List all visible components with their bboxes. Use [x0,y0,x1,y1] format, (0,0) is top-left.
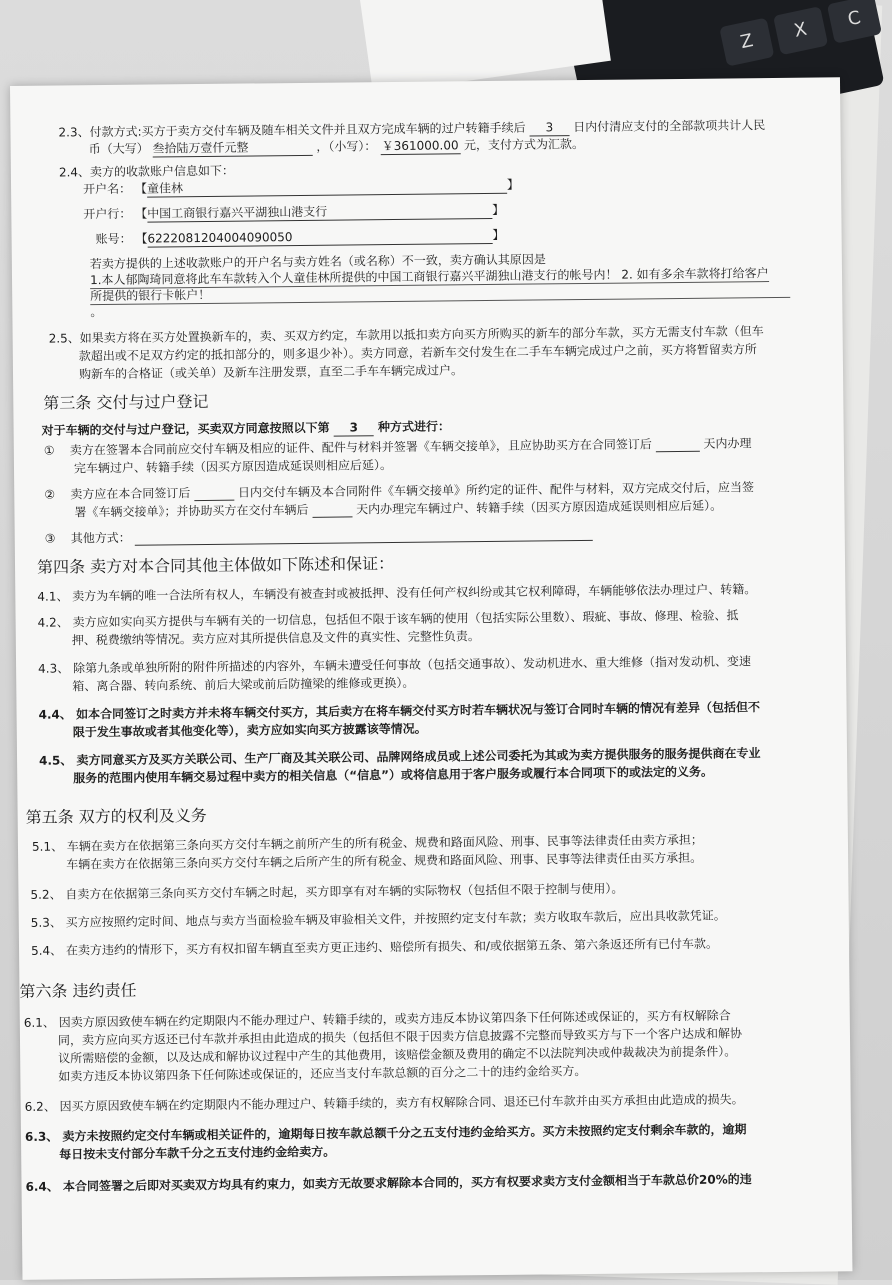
option-3-blank [135,528,593,546]
clause-4-3-line-1: 4.3、 除第九条或单独所附的附件所描述的内容外，车辆未遭受任何事故（包括交通事故）、发动机进水、重大维修（指对发动机、变速 [38,654,752,676]
account-holder-row: 开户名： 【童佳林 】 [83,177,520,197]
option-2-transfer-days-blank [312,504,352,517]
account-number-row: 账号： 【6222081204004090050 】 [95,227,505,247]
delivery-option: 3 [334,420,374,436]
amount-upper: 叁拾陆万壹仟元整 [152,140,312,158]
section-6-title: 第六条 违约责任 [19,980,137,1001]
option-1-line-2: 完车辆过户、转籍手续（因买方原因造成延误则相应后延）。 [73,458,393,476]
clause-6-1-line-4: 如卖方违反本协议第四条下任何陈述或保证的，还应当支付车款总额的百分之二十的违约金给买方。 [58,1064,587,1084]
clause-4-5-line-2: 服务的范围内使用车辆交易过程中卖方的相关信息（“信息”）或将信息用于客户服务或履行本合同项下的或法定的义务。 [73,764,714,786]
clause-5-2: 5.2、 自卖方在依据第三条向买方交付车辆之时起，买方即享有对车辆的实际物权（包括但不限于控制与使用）。 [30,881,624,902]
clause-6-3-line-1: 6.3、 卖方未按照约定交付车辆或相关证件的，逾期每日按车款总额千分之五支付违约金给买方。买方未按照约定支付剩余车款的，逾期 [24,1122,747,1144]
clause-4-5-line-1: 4.5、 卖方同意买方及买方关联公司、生产厂商及其关联公司、品牌网络成员或上述公司委托为其或为卖方提供服务的服务提供商在专业 [38,746,761,768]
clause-4-2-line-2: 押、税费缴纳等情况。卖方应对其所提供信息及文件的真实性、完整性负责。 [71,629,480,648]
section-4-title: 第四条 卖方对本合同其他主体做如下陈述和保证： [36,554,395,577]
clause-2-3-line-1: 2.3、付款方式:买方于卖方交付车辆及随车相关文件并且双方完成车辆的过户转籍手续后 3 日内付清应支付的全部款项共计人民 [58,118,766,140]
clause-6-4: 6.4、 本合同签署之后即对买卖双方均具有约束力，如卖方无故要求解除本合同的，买方有权要求卖方支付金额相当于车款总价20%的违 [25,1172,752,1194]
clause-6-3-line-2: 每日按未支付部分车款千分之五支付违约金给卖方。 [59,1144,336,1162]
clause-2-5-line-1: 2.5、如果卖方将在买方处置换新车的，卖、买双方约定，车款用以抵扣卖方向买方所购买的新车的部分车款，买方无需支付车款（但车 [48,324,764,346]
contract-page [10,77,852,1280]
payment-days: 3 [529,120,569,136]
bank-row: 开户行： 【中国工商银行嘉兴平湖独山港支行 】 [83,202,505,222]
keyboard-key: Z [719,18,774,67]
clause-5-3: 5.3、 买方应按照约定时间、地点与卖方当面检验车辆及审验相关文件，并按照约定支付车款；卖方收取车款后，应出具收款凭证。 [30,908,726,930]
section-3-intro: 对于车辆的交付与过户登记，买卖双方同意按照以下第 3 种方式进行： [41,419,451,438]
clause-number: 2.3、 [58,125,90,140]
account-number-value: 6222081204004090050 [147,228,492,248]
account-note-line-1: 1.本人郁陶琦同意将此车车款转入个人童佳林所提供的中国工商银行嘉兴平湖独山港支行的帐号内！ 2. 如有多余车款将打给客户 [89,266,769,288]
option-2-line-2: 署《车辆交接单》；并协助买方在交付车辆后 天内办理完车辆过户、转籍手续（因买方原因造成延误则相应后延）。 [74,498,723,520]
clause-4-2-line-1: 4.2、 卖方应如实向买方提供与车辆有关的一切信息，包括但不限于该车辆的使用（包括实际公里数）、瑕疵、事故、修理、检验、抵 [37,608,739,630]
clause-2-4-title: 2.4、卖方的收款账户信息如下： [58,163,235,180]
option-1-days-blank [656,439,700,452]
clause-2-5-line-3: 购新车的合格证（或关单）及新车注册发票，直至二手车车辆完成过户。 [78,363,464,382]
keyboard-key: C [827,0,882,44]
amount-lower: ￥361000.00 [380,138,460,155]
account-note-line-3: 。 [90,305,103,320]
option-2-line-1: ② 卖方应在本合同签订后 日内交付车辆及本合同附件《车辆交接单》所约定的证件、配件与材料，双方完成交付后，应当签 [44,480,755,502]
account-holder-value: 童佳林 [147,178,507,198]
clause-5-1-line-1: 5.1、 车辆在卖方在依据第三条向买方交付车辆之前所产生的所有税金、规费和路面风险、刑事、民事等法律责任由卖方承担； [31,832,703,854]
option-1-line-1: ① 卖方在签署本合同前应交付车辆及相应的证件、配件与材料并签署《车辆交接单》，且应协助买方在合同签订后 天内办理 [43,436,752,458]
clause-2-5-line-2: 款超出或不足双方约定的抵扣部分的，则多退少补）。卖方同意，若新车交付发生在二手车车辆完成过户之前，买方将暂留卖方所 [78,342,757,364]
clause-4-4-line-2: 限于发生事故或者其他变化等），卖方应如实向买方披露该等情况。 [72,721,427,740]
keyboard-key: X [773,6,828,55]
bank-value: 中国工商银行嘉兴平湖独山港支行 [147,203,492,223]
section-5-title: 第五条 双方的权利及义务 [25,805,207,827]
clause-2-3-line-2: 币（大写） 叁拾陆万壹仟元整 ，（小写）： ￥361000.00 元，支付方式为汇款。 [88,136,585,157]
section-3-title: 第三条 交付与过户登记 [43,391,209,413]
clause-6-1-line-2: 同，卖方应向买方返还已付车款并承担由此造成的损失（包括但不限于因卖方信息披露不完整而导致买方与下一个客户达成和解协 [57,1026,743,1048]
account-note-title: 若卖方提供的上述收款账户的开户名与卖方姓名（或名称）不一致，卖方确认其原因是 [89,252,546,272]
clause-5-1-line-2: 车辆在卖方在依据第三条向买方交付车辆之后所产生的所有税金、规费和路面风险、刑事、民事等法律责任由买方承担。 [66,850,703,872]
option-3-line: ③ 其他方式： [45,526,593,547]
clause-4-4-line-1: 4.4、 如本合同签订之时卖方并未将车辆交付买方，其后卖方在将车辆交付买方时若车辆状况与签订合同时车辆的情况有差异（包括但不 [38,700,761,722]
clause-4-1: 4.1、 卖方为车辆的唯一合法所有权人，车辆没有被查封或被抵押、没有任何产权纠纷或其它权利障碍，车辆能够依法办理过户、转籍。 [37,582,757,604]
clause-6-1-line-1: 6.1、 因卖方原因致使车辆在约定期限内不能办理过户、转籍手续的，或卖方违反本协议第四条下任何陈述或保证的，买方有权解除合 [23,1008,731,1030]
option-2-days-blank [194,488,234,501]
clause-4-3-line-2: 箱、离合器、转向系统、前后大梁或前后防撞梁的维修或更换）。 [72,675,415,694]
clause-6-1-line-3: 议所需赔偿的金额，以及达成和解协议过程中产生的其他费用，该赔偿金额及费用的确定不以法院判决或仲裁裁决为前提条件）。 [58,1044,737,1066]
account-note-line-2: 所提供的银行卡帐户！ [90,282,790,305]
clause-5-4: 5.4、 在卖方违约的情形下，买方有权扣留车辆直至卖方更正违约、赔偿所有损失、和/或依据第五条、第六条返还所有已付车款。 [30,936,719,958]
clause-6-2: 6.2、 因买方原因致使车辆在约定期限内不能办理过户、转籍手续的，卖方有权解除合同、退还已付车款并由买方承担由此造成的损失。 [24,1092,744,1114]
